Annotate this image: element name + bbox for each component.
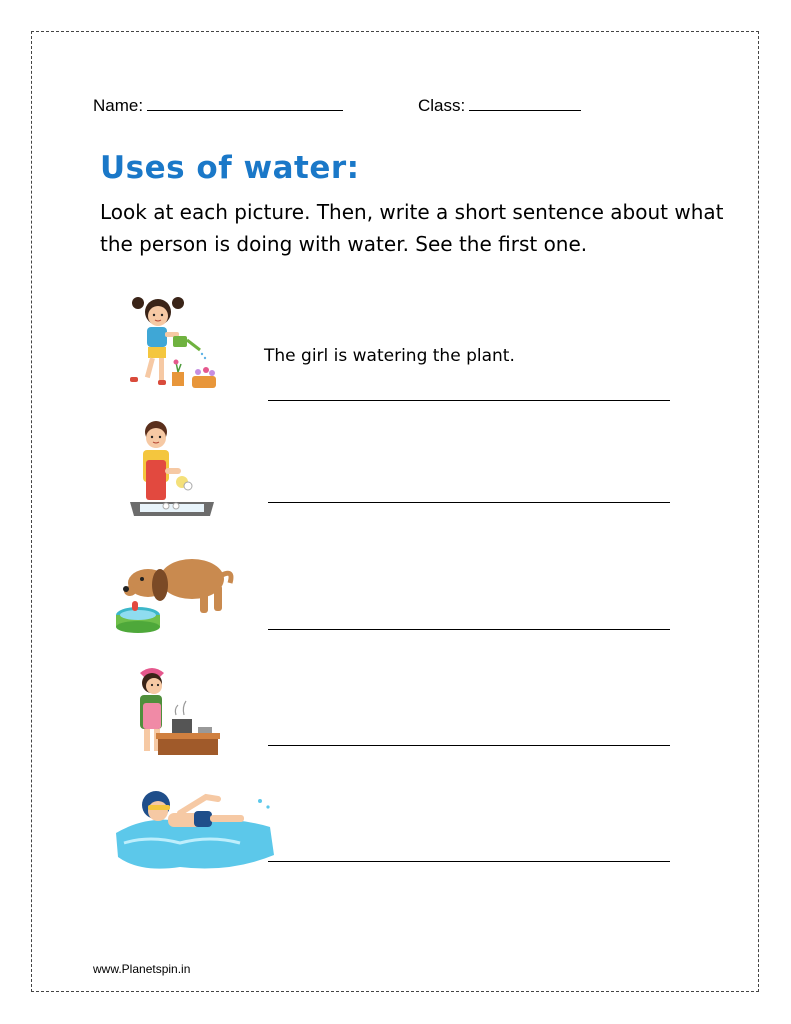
name-field (93, 96, 343, 116)
answer-line-4[interactable] (268, 745, 670, 746)
name-label: Name: (93, 96, 144, 115)
page-title: Uses of water: (100, 150, 360, 186)
class-field (418, 96, 581, 116)
boy-swimming-icon (110, 783, 280, 875)
exercise-item-2 (110, 420, 680, 530)
exercise-item-5 (110, 783, 680, 883)
class-label: Class: (418, 96, 466, 115)
class-blank-line[interactable] (469, 96, 581, 111)
girl-watering-plant-icon (110, 292, 220, 397)
answer-line-1[interactable] (268, 400, 670, 401)
dog-drinking-water-icon (110, 545, 240, 635)
name-blank-line[interactable] (147, 96, 343, 111)
exercise-item-4 (110, 665, 680, 765)
answer-example: The girl is watering the plant. (264, 346, 515, 366)
answer-line-3[interactable] (268, 629, 670, 630)
exercise-item-3 (110, 545, 680, 655)
exercise-item-1 (110, 292, 680, 412)
answer-line-5[interactable] (268, 861, 670, 862)
footer-website: www.Planetspin.in (93, 962, 191, 976)
instructions: Look at each picture. Then, write a short sentence about what the person is doing with water. See the first one. (100, 200, 724, 256)
woman-washing-dishes-icon (110, 420, 220, 525)
woman-cooking-icon (110, 665, 225, 760)
answer-line-2[interactable] (268, 502, 670, 503)
